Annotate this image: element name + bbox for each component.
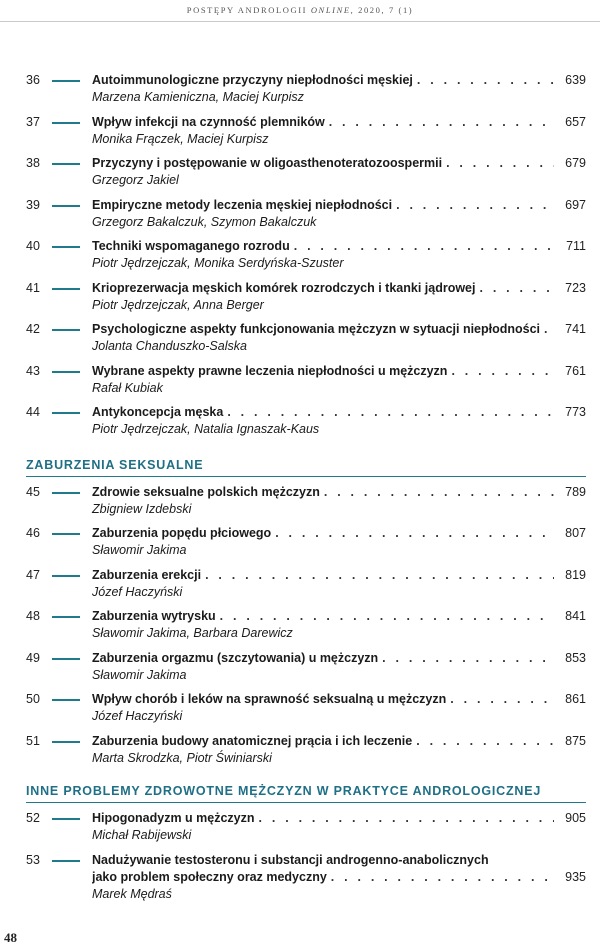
leader-dots [327, 869, 554, 885]
chapter-number: 50 [26, 692, 40, 706]
chapter-number: 36 [26, 73, 40, 87]
page-number: 853 [565, 651, 586, 665]
header-rule [0, 21, 600, 22]
toc-entry[interactable] [0, 484, 600, 524]
leader-dots [413, 72, 554, 88]
chapter-title: Techniki wspomaganego rozrodu [92, 239, 290, 253]
page-number: 679 [565, 156, 586, 170]
toc-entry[interactable] [0, 321, 600, 361]
page-number: 773 [565, 405, 586, 419]
chapter-number: 49 [26, 651, 40, 665]
chapter-authors: Monika Frączek, Maciej Kurpisz [92, 132, 269, 146]
accent-dash [52, 575, 80, 577]
chapter-authors: Zbigniew Izdebski [92, 502, 192, 516]
chapter-number: 45 [26, 485, 40, 499]
chapter-number: 38 [26, 156, 40, 170]
page-number: 807 [565, 526, 586, 540]
toc-entry[interactable] [0, 810, 600, 850]
chapter-title: Zaburzenia popędu płciowego [92, 526, 272, 540]
toc-entry[interactable] [0, 238, 600, 278]
toc-entry[interactable] [0, 852, 600, 912]
chapter-authors: Sławomir Jakima [92, 668, 187, 682]
chapter-title: Zaburzenia erekcji [92, 568, 202, 582]
chapter-authors: Józef Haczyński [92, 585, 183, 599]
leader-dots [442, 155, 554, 171]
section-heading: ZABURZENIA SEKSUALNE [26, 458, 204, 472]
page-number: 697 [565, 198, 586, 212]
accent-dash [52, 860, 80, 862]
page-number: 789 [565, 485, 586, 499]
leader-dots [446, 691, 554, 707]
accent-dash [52, 371, 80, 373]
toc-entry[interactable] [0, 525, 600, 565]
accent-dash [52, 818, 80, 820]
toc-entry[interactable] [0, 197, 600, 237]
section-rule [26, 476, 586, 477]
accent-dash [52, 329, 80, 331]
chapter-number: 48 [26, 609, 40, 623]
leader-dots [216, 608, 554, 624]
accent-dash [52, 741, 80, 743]
toc-entry[interactable] [0, 280, 600, 320]
chapter-title-line-2: jako problem społeczny oraz medyczny [92, 870, 327, 884]
accent-dash [52, 412, 80, 414]
journal-name: POSTĘPY ANDROLOGII [186, 5, 311, 15]
page-number: 935 [565, 870, 586, 884]
chapter-authors: Piotr Jędrzejczak, Monika Serdyńska-Szuster [92, 256, 344, 270]
toc-entry[interactable] [0, 404, 600, 444]
leader-dots [412, 733, 554, 749]
leader-dots [378, 650, 554, 666]
chapter-number: 41 [26, 281, 40, 295]
leader-dots [290, 238, 554, 254]
toc-entry[interactable] [0, 363, 600, 403]
accent-dash [52, 492, 80, 494]
chapter-number: 42 [26, 322, 40, 336]
chapter-title: Zdrowie seksualne polskich mężczyzn [92, 485, 320, 499]
chapter-authors: Sławomir Jakima, Barbara Darewicz [92, 626, 293, 640]
chapter-authors: Sławomir Jakima [92, 543, 187, 557]
toc-entry[interactable] [0, 155, 600, 195]
accent-dash [52, 122, 80, 124]
chapter-authors: Rafał Kubiak [92, 381, 163, 395]
journal-issue: , 2020, 7 (1) [350, 5, 414, 15]
toc-entry[interactable] [0, 567, 600, 607]
chapter-number: 44 [26, 405, 40, 419]
chapter-authors: Marek Mędraś [92, 887, 172, 901]
accent-dash [52, 80, 80, 82]
chapter-authors: Piotr Jędrzejczak, Anna Berger [92, 298, 264, 312]
page-number: 639 [565, 73, 586, 87]
leader-dots [271, 525, 554, 541]
chapter-title: Wybrane aspekty prawne leczenia niepłodności u mężczyzn [92, 364, 448, 378]
page-number: 819 [565, 568, 586, 582]
page-number: 875 [565, 734, 586, 748]
chapter-authors: Józef Haczyński [92, 709, 183, 723]
leader-dots [475, 280, 554, 296]
journal-online: ONLINE [310, 5, 351, 15]
chapter-title: Zaburzenia budowy anatomicznej prącia i ich leczenie [92, 734, 413, 748]
accent-dash [52, 246, 80, 248]
chapter-title: Zaburzenia wytrysku [92, 609, 216, 623]
chapter-number: 46 [26, 526, 40, 540]
page-number: 723 [565, 281, 586, 295]
chapter-title: Empiryczne metody leczenia męskiej niepłodności [92, 198, 393, 212]
chapter-authors: Jolanta Chanduszko-Salska [92, 339, 247, 353]
chapter-number: 53 [26, 853, 40, 867]
accent-dash [52, 658, 80, 660]
leader-dots [540, 321, 554, 337]
chapter-title: Hipogonadyzm u mężczyzn [92, 811, 255, 825]
chapter-authors: Grzegorz Bakalczuk, Szymon Bakalczuk [92, 215, 317, 229]
chapter-authors: Grzegorz Jakiel [92, 173, 179, 187]
page-number: 861 [565, 692, 586, 706]
chapter-number: 37 [26, 115, 40, 129]
chapter-authors: Marzena Kamieniczna, Maciej Kurpisz [92, 90, 304, 104]
toc-entry[interactable] [0, 733, 600, 773]
toc-entry[interactable] [0, 72, 600, 112]
page-number: 761 [565, 364, 586, 378]
chapter-number: 47 [26, 568, 40, 582]
chapter-title: Antykoncepcja męska [92, 405, 224, 419]
page-number: 711 [566, 239, 586, 253]
page-number: 841 [565, 609, 586, 623]
section-rule [26, 802, 586, 803]
accent-dash [52, 205, 80, 207]
chapter-number: 52 [26, 811, 40, 825]
chapter-number: 40 [26, 239, 40, 253]
chapter-authors: Marta Skrodzka, Piotr Świniarski [92, 751, 272, 765]
section-heading: INNE PROBLEMY ZDROWOTNE MĘŻCZYZN W PRAKTYCE ANDROLOGICZNEJ [26, 784, 542, 798]
running-head [0, 5, 600, 15]
accent-dash [52, 288, 80, 290]
page-number: 741 [565, 322, 586, 336]
chapter-title: Autoimmunologiczne przyczyny niepłodności męskiej [92, 73, 413, 87]
folio-page-number: 48 [4, 930, 17, 945]
chapter-title: Przyczyny i postępowanie w oligoasthenoteratozoospermii [92, 156, 443, 170]
page-number: 905 [565, 811, 586, 825]
chapter-title-line-1: Nadużywanie testosteronu i substancji androgenno-anabolicznych [92, 853, 489, 867]
chapter-number: 51 [26, 734, 40, 748]
chapter-number: 39 [26, 198, 40, 212]
leader-dots [447, 363, 554, 379]
accent-dash [52, 616, 80, 618]
leader-dots [201, 567, 554, 583]
accent-dash [52, 163, 80, 165]
toc-entry[interactable] [0, 608, 600, 648]
chapter-authors: Michał Rabijewski [92, 828, 192, 842]
chapter-title: Zaburzenia orgazmu (szczytowania) u mężczyzn [92, 651, 379, 665]
toc-entry[interactable] [0, 114, 600, 154]
leader-dots [325, 114, 554, 130]
toc-entry[interactable] [0, 691, 600, 731]
accent-dash [52, 699, 80, 701]
leader-dots [392, 197, 554, 213]
leader-dots [320, 484, 554, 500]
toc-entry[interactable] [0, 650, 600, 690]
chapter-title: Wpływ infekcji na czynność plemników [92, 115, 325, 129]
chapter-title: Psychologiczne aspekty funkcjonowania mężczyzn w sytuacji niepłodności [92, 322, 541, 336]
leader-dots [223, 404, 554, 420]
chapter-authors: Piotr Jędrzejczak, Natalia Ignaszak-Kaus [92, 422, 320, 436]
chapter-title: Krioprezerwacja męskich komórek rozrodczych i tkanki jądrowej [92, 281, 476, 295]
page-number: 657 [565, 115, 586, 129]
leader-dots [255, 810, 554, 826]
chapter-title: Wpływ chorób i leków na sprawność seksualną u mężczyzn [92, 692, 447, 706]
chapter-number: 43 [26, 364, 40, 378]
accent-dash [52, 533, 80, 535]
